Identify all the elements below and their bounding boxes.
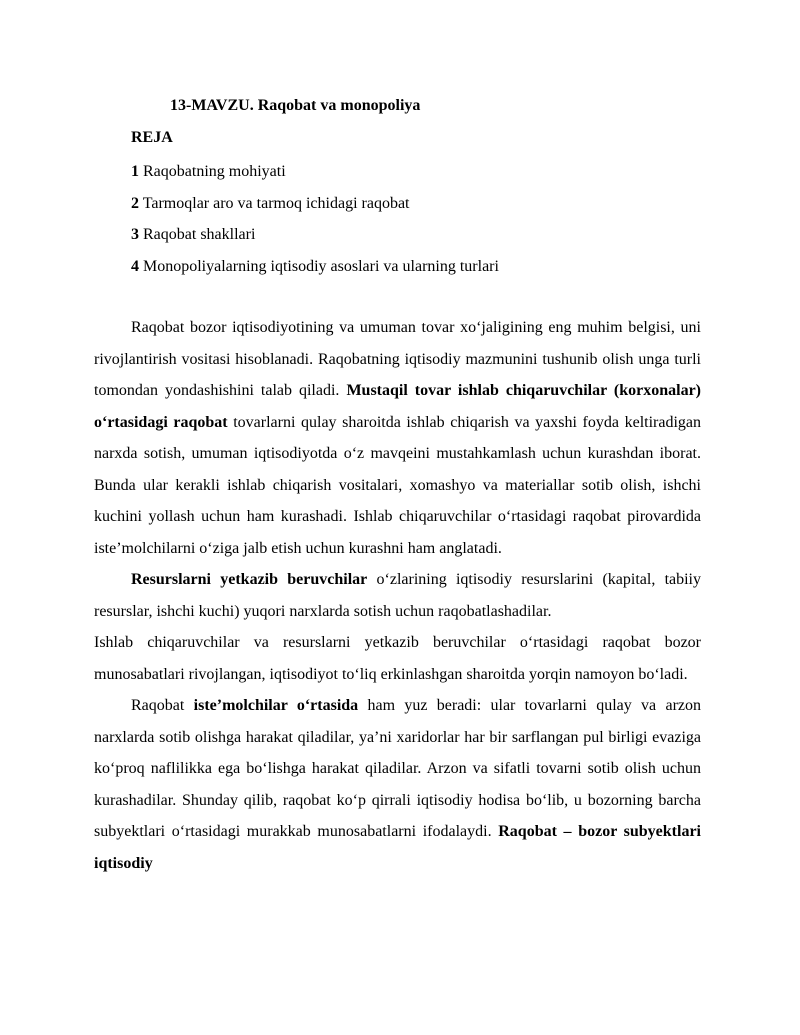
paragraph-4 — [94, 690, 701, 879]
paragraph-3: Ishlab chiqaruvchilar va resurslarni yetkazib beruvchilar o‘rtasidagi raqobat bozor munosabatlari rivojlangan, iqtisodiyot to‘liq erkinlashgan sharoitda yorqin namoyon bo‘ladi. — [94, 634, 701, 683]
paragraph-1 — [94, 312, 701, 564]
plan-item-number: 2 — [131, 194, 139, 212]
bold-term: Resurslarni yetkazib beruvchilar — [131, 571, 368, 588]
paragraph-text: ham yuz beradi: ular tovarlarni qulay va arzon narxlarda sotib olishga harakat qiladilar, ya’ni xaridorlar har bir sarflangan pul birligi evaziga ko‘proq naflilikka ega bo‘lishga harakat qiladilar. Arzon va sifatli tovarni sotib olish uchun kurashadilar. Shunday qilib, raqobat ko‘p qirrali iqtisodiy hodisa bo‘lib, u bozorning barcha subyektlari o‘rtasidagi murakkab munosabatlarni ifodalaydi. — [94, 697, 701, 840]
bold-term: iste’molchilar o‘rtasida — [193, 697, 359, 714]
paragraph-text: tovarlarni qulay sharoitda ishlab chiqarish va yaxshi foyda keltiradigan narxda sotish, umuman iqtisodiyotda o‘z mavqeini mustahkamlash uchun kurashdan iborat. Bunda ular kerakli ishlab chiqarish vositalari, xomashyo va materiallar sotib olish, ishchi kuchini yollash uchun ham kurashadi. Ishlab chiqaruvchilar o‘rtasidagi raqobat pirovardida iste’molchilarni o‘ziga jalb etish uchun kurashni ham anglatadi. — [94, 413, 701, 557]
plan-item — [131, 251, 499, 283]
plan-item-number: 3 — [131, 226, 139, 243]
plan-heading: REJA — [131, 129, 173, 146]
plan-item — [131, 156, 499, 188]
paragraph-text: o‘zlarining iqtisodiy resurslarini (kapital, tabiiy resurslar, ishchi kuchi) yuqori narxlarda sotish uchun raqobatlashadilar. — [94, 571, 701, 620]
body-text — [94, 312, 701, 879]
plan-item-text: Tarmoqlar aro va tarmoq ichidagi raqobat — [139, 194, 410, 212]
bold-term: Mustaqil tovar ishlab chiqaruvchilar (korxonalar) o‘rtasidagi raqobat — [94, 382, 701, 431]
paragraph-text: Raqobat bozor iqtisodiyotining va umuman tovar xo‘jaligining eng muhim belgisi, uni rivojlantirish vositasi hisoblanadi. Raqobatning iqtisodiy mazmunini tushunib olish unga turli tomondan yondashishini talab qiladi. — [94, 319, 701, 399]
plan-item-text: Raqobat shakllari — [139, 226, 256, 243]
paragraph-text: Raqobat — [131, 697, 194, 714]
paragraph-2 — [94, 564, 701, 627]
bold-term: Raqobat – bozor subyektlari iqtisodiy — [94, 823, 702, 872]
plan-item — [131, 219, 499, 251]
plan-item-number: 1 — [131, 163, 139, 180]
plan-item — [131, 188, 499, 220]
plan-item-text: Monopoliyalarning iqtisodiy asoslari va ularning turlari — [139, 257, 499, 275]
plan-item-text: Raqobatning mohiyati — [139, 163, 286, 180]
plan-list — [131, 156, 499, 282]
page-title: 13-MAVZU. Raqobat va monopoliya — [170, 97, 421, 114]
plan-item-number: 4 — [131, 257, 139, 275]
